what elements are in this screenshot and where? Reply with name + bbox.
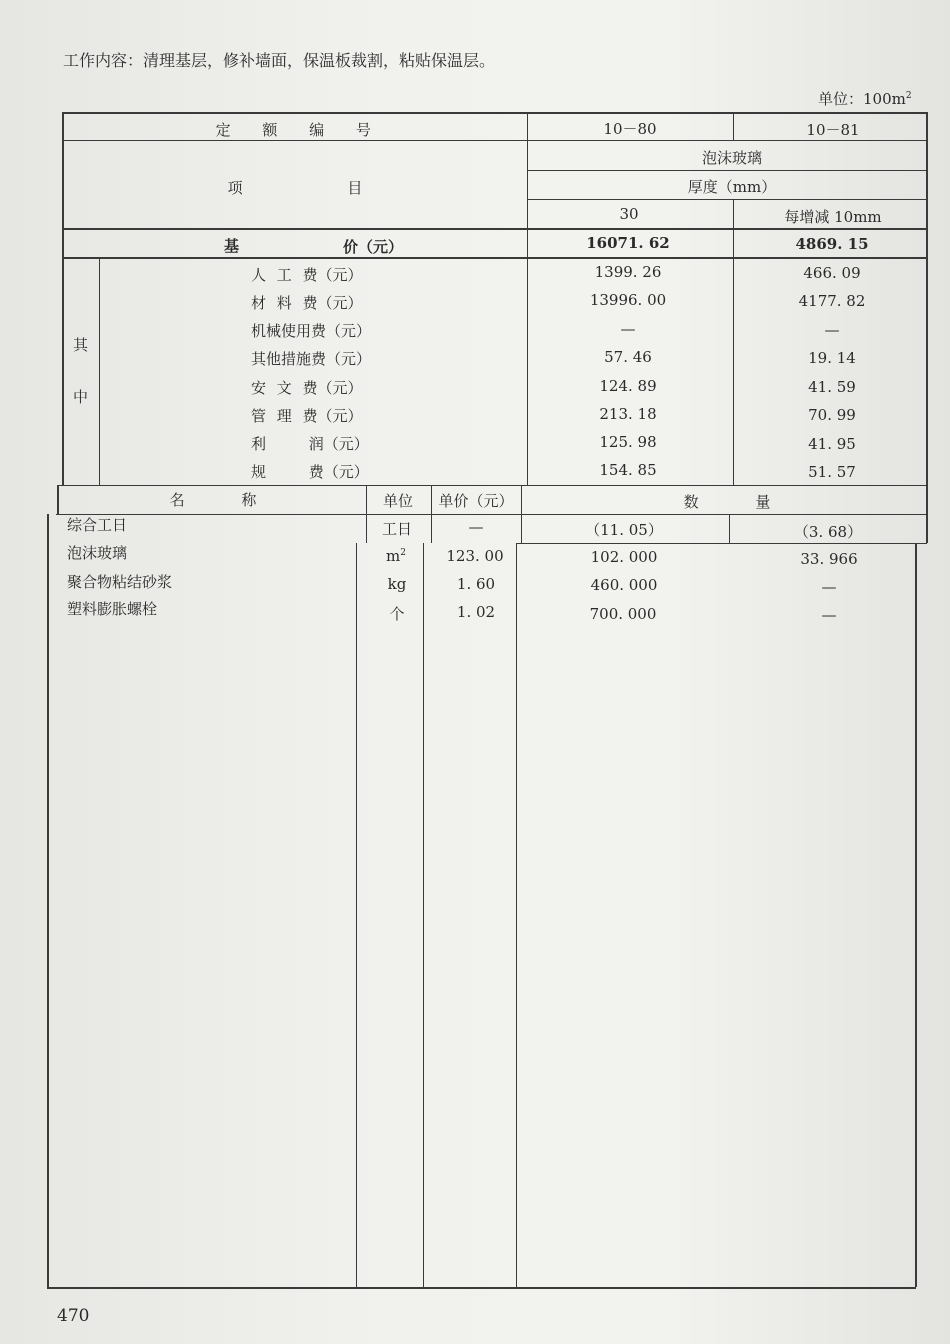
consumption-header-price: 单价（元）	[438, 492, 514, 510]
consumption-price-foam-glass: 123. 00	[446, 547, 504, 565]
consumption-unit-polymer-mortar: kg	[387, 575, 407, 593]
consumption-name-plastic-bolt: 塑料膨胀螺栓	[67, 600, 158, 618]
base-price-value-1: 16071. 62	[586, 234, 670, 252]
breakdown-label-management: 管 理 费（元）	[251, 407, 363, 425]
breakdown-label-profit: 利 润（元）	[251, 435, 369, 453]
consumption-price-polymer-mortar: 1. 60	[456, 575, 496, 593]
code-10-80: 10－80	[603, 120, 657, 138]
consumption-header-name: 名 称	[169, 491, 257, 509]
breakdown-value-material-1: 13996. 00	[589, 291, 667, 309]
consumption-price-labor-day: —	[468, 518, 484, 536]
base-price-value-2: 4869. 15	[795, 235, 869, 253]
breakdown-label-labor: 人 工 费（元）	[251, 266, 363, 284]
base-price-label-b: 价（元）	[343, 238, 404, 256]
breakdown-label-fees: 规 费（元）	[251, 463, 369, 481]
consumption-name-foam-glass: 泡沫玻璃	[67, 544, 128, 562]
consumption-unit-foam-glass	[386, 547, 406, 565]
code-label: 定 额 编 号	[215, 121, 385, 139]
breakdown-group-char-1: 其	[73, 336, 89, 354]
breakdown-label-machine: 机械使用费（元）	[251, 322, 372, 340]
page-number: 470	[57, 1306, 90, 1326]
breakdown-value-management-1: 213. 18	[599, 405, 657, 423]
breakdown-value-labor-1: 1399. 26	[594, 263, 662, 281]
breakdown-value-management-2: 70. 99	[808, 406, 856, 424]
consumption-unit-labor-day: 工日	[381, 520, 413, 538]
consumption-header-qty: 数 量	[683, 493, 771, 511]
breakdown-value-fees-1: 154. 85	[599, 461, 657, 479]
breakdown-group-char-2: 中	[73, 388, 89, 406]
breakdown-value-machine-1: —	[620, 320, 636, 338]
consumption-qty1-polymer-mortar: 460. 000	[590, 576, 658, 594]
thickness-label: 厚度（mm）	[687, 178, 777, 196]
thickness-30: 30	[619, 205, 639, 223]
material-name: 泡沫玻璃	[701, 149, 763, 167]
consumption-qty2-plastic-bolt: —	[821, 606, 837, 624]
unit-note-sup: 2	[905, 91, 912, 101]
work-content: 工作内容：清理基层，修补墙面，保温板裁割，粘贴保温层。	[63, 51, 496, 70]
consumption-name-polymer-mortar: 聚合物粘结砂浆	[67, 573, 173, 591]
breakdown-value-machine-2: —	[824, 321, 840, 339]
breakdown-value-fees-2: 51. 57	[808, 463, 856, 481]
base-price-label-a: 基	[224, 237, 240, 255]
breakdown-value-other-2: 19. 14	[808, 349, 856, 367]
breakdown-value-other-1: 57. 46	[604, 348, 652, 366]
breakdown-label-other: 其他措施费（元）	[251, 350, 372, 368]
breakdown-value-safety-2: 41. 59	[808, 378, 856, 396]
code-10-81: 10－81	[806, 121, 860, 139]
consumption-header-unit: 单位	[382, 492, 414, 510]
breakdown-value-profit-2: 41. 95	[808, 435, 856, 453]
consumption-name-labor-day: 综合工日	[67, 516, 128, 534]
unit-note-text: 单位：100m	[818, 90, 906, 108]
consumption-qty1-plastic-bolt: 700. 000	[589, 605, 657, 623]
consumption-unit-foam-glass-text: m	[386, 547, 401, 565]
item-label: 项 目	[227, 179, 363, 197]
consumption-qty1-labor-day: （11. 05）	[585, 521, 663, 539]
breakdown-label-material: 材 料 费（元）	[251, 294, 363, 312]
consumption-unit-plastic-bolt: 个	[389, 605, 405, 623]
consumption-qty2-labor-day: （3. 68）	[793, 523, 863, 541]
breakdown-label-safety: 安 文 费（元）	[251, 379, 363, 397]
breakdown-value-profit-1: 125. 98	[599, 433, 657, 451]
breakdown-value-material-2: 4177. 82	[798, 292, 866, 310]
thickness-step: 每增减 10mm	[784, 208, 882, 226]
consumption-price-plastic-bolt: 1. 02	[456, 603, 496, 621]
consumption-qty2-polymer-mortar: —	[821, 578, 837, 596]
unit-note	[818, 88, 912, 109]
consumption-qty2-foam-glass: 33. 966	[800, 550, 858, 568]
breakdown-value-safety-1: 124. 89	[599, 377, 657, 395]
consumption-qty1-foam-glass: 102. 000	[590, 548, 658, 566]
breakdown-value-labor-2: 466. 09	[803, 264, 861, 282]
consumption-unit-foam-glass-sup: 2	[400, 548, 406, 558]
